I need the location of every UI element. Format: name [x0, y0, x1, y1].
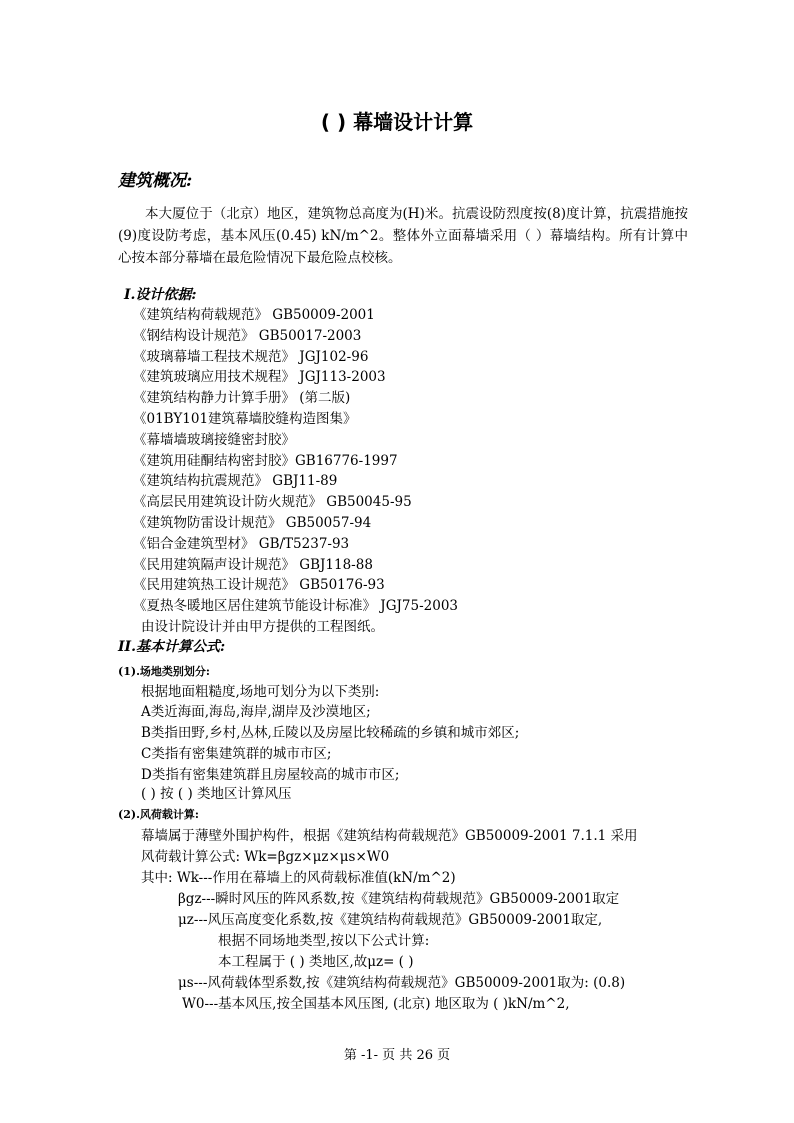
- site-category-intro: 根据地面粗糙度,场地可划分为以下类别:: [141, 684, 380, 700]
- wind-load-line-7: 本工程属于 ( ) 类地区,故μz= ( ): [218, 954, 414, 970]
- basis-item: 《建筑结构荷载规范》 GB50009-2001: [133, 307, 375, 323]
- basis-item: 《铝合金建筑型材》 GB/T5237-93: [133, 535, 350, 552]
- overview-heading: 建筑概况:: [118, 171, 193, 191]
- site-category-heading: (1).场地类别划分:: [118, 665, 210, 678]
- basis-item: 《民用建筑隔声设计规范》 GBJ118-88: [133, 556, 373, 573]
- wind-load-heading: (2).风荷载计算:: [118, 808, 199, 821]
- basis-item: 《夏热冬暖地区居住建筑节能设计标准》 JGJ75-2003: [133, 598, 458, 615]
- site-category-item: A类近海面,海岛,海岸,湖岸及沙漠地区;: [141, 704, 371, 720]
- document-title: ( ) 幕墙设计计算: [320, 110, 474, 134]
- basis-item: 《建筑结构抗震规范》 GBJ11-89: [133, 473, 338, 490]
- wind-load-line-8: μs---风荷载体型系数,按《建筑结构荷载规范》GB50009-2001取为: (0.8): [178, 975, 626, 991]
- basis-note: 由设计院设计并由甲方提供的工程图纸。: [141, 619, 384, 635]
- wind-load-line-5: μz---风压高度变化系数,按《建筑结构荷载规范》GB50009-2001取定,: [178, 912, 603, 928]
- basis-item: 《钢结构设计规范》 GB50017-2003: [133, 327, 362, 344]
- site-category-item: C类指有密集建筑群的城市市区;: [141, 746, 332, 762]
- basis-heading: I.设计依据:: [124, 287, 197, 303]
- wind-load-line-6: 根据不同场地类型,按以下公式计算:: [218, 933, 430, 949]
- site-category-item: B类指田野,乡村,丛林,丘陵以及房屋比较稀疏的乡镇和城市郊区;: [141, 725, 520, 741]
- page-footer: 第 -1- 页 共 26 页: [343, 1048, 451, 1063]
- basis-item: 《高层民用建筑设计防火规范》 GB50045-95: [133, 494, 412, 511]
- wind-load-line-3: 其中: Wk---作用在幕墙上的风荷载标准值(kN/m^2): [141, 870, 456, 886]
- wind-load-line-4: βgz---瞬时风压的阵风系数,按《建筑结构荷载规范》GB50009-2001取定: [178, 891, 620, 907]
- basis-item: 《民用建筑热工设计规范》 GB50176-93: [133, 577, 385, 594]
- formulas-heading: II.基本计算公式:: [118, 639, 226, 655]
- basis-item: 《建筑物防雷设计规范》 GB50057-94: [133, 515, 372, 531]
- site-category-item: D类指有密集建筑群且房屋较高的城市市区;: [141, 767, 400, 783]
- basis-item: 《建筑用硅酮结构密封胶》GB16776-1997: [133, 452, 398, 469]
- basis-item: 《建筑结构静力计算手册》 (第二版): [133, 390, 351, 407]
- basis-item: 《01BY101建筑幕墙胶缝构造图集》: [133, 411, 357, 427]
- overview-paragraph: [118, 203, 688, 269]
- wind-load-line-9: W0---基本风压,按全国基本风压图, (北京) 地区取为 ( )kN/m^2,: [182, 996, 570, 1012]
- overview-text: 本大厦位于（北京）地区，建筑物总高度为(H)米。抗震设防烈度按(8)度计算，抗震措施按(9)度设防考虑，基本风压(0.45) kN/m^2。整体外立面幕墙采用（ ）幕墙结构。所有计算中心按本部分幕墙在最危险情况下最危险点校核。: [118, 206, 688, 266]
- basis-item: 《幕墙墙玻璃接缝密封胶》: [133, 431, 295, 448]
- wind-load-line-1: 幕墙属于薄壁外围护构件，根据《建筑结构荷载规范》GB50009-2001 7.1.1 采用: [141, 828, 638, 844]
- basis-item: 《建筑玻璃应用技术规程》 JGJ113-2003: [133, 369, 386, 386]
- wind-load-formula: 风荷载计算公式: Wk=βgz×μz×μs×W0: [141, 849, 390, 865]
- site-category-conclusion: ( ) 按 ( ) 类地区计算风压: [141, 786, 292, 802]
- basis-item: 《玻璃幕墙工程技术规范》 JGJ102-96: [133, 348, 369, 365]
